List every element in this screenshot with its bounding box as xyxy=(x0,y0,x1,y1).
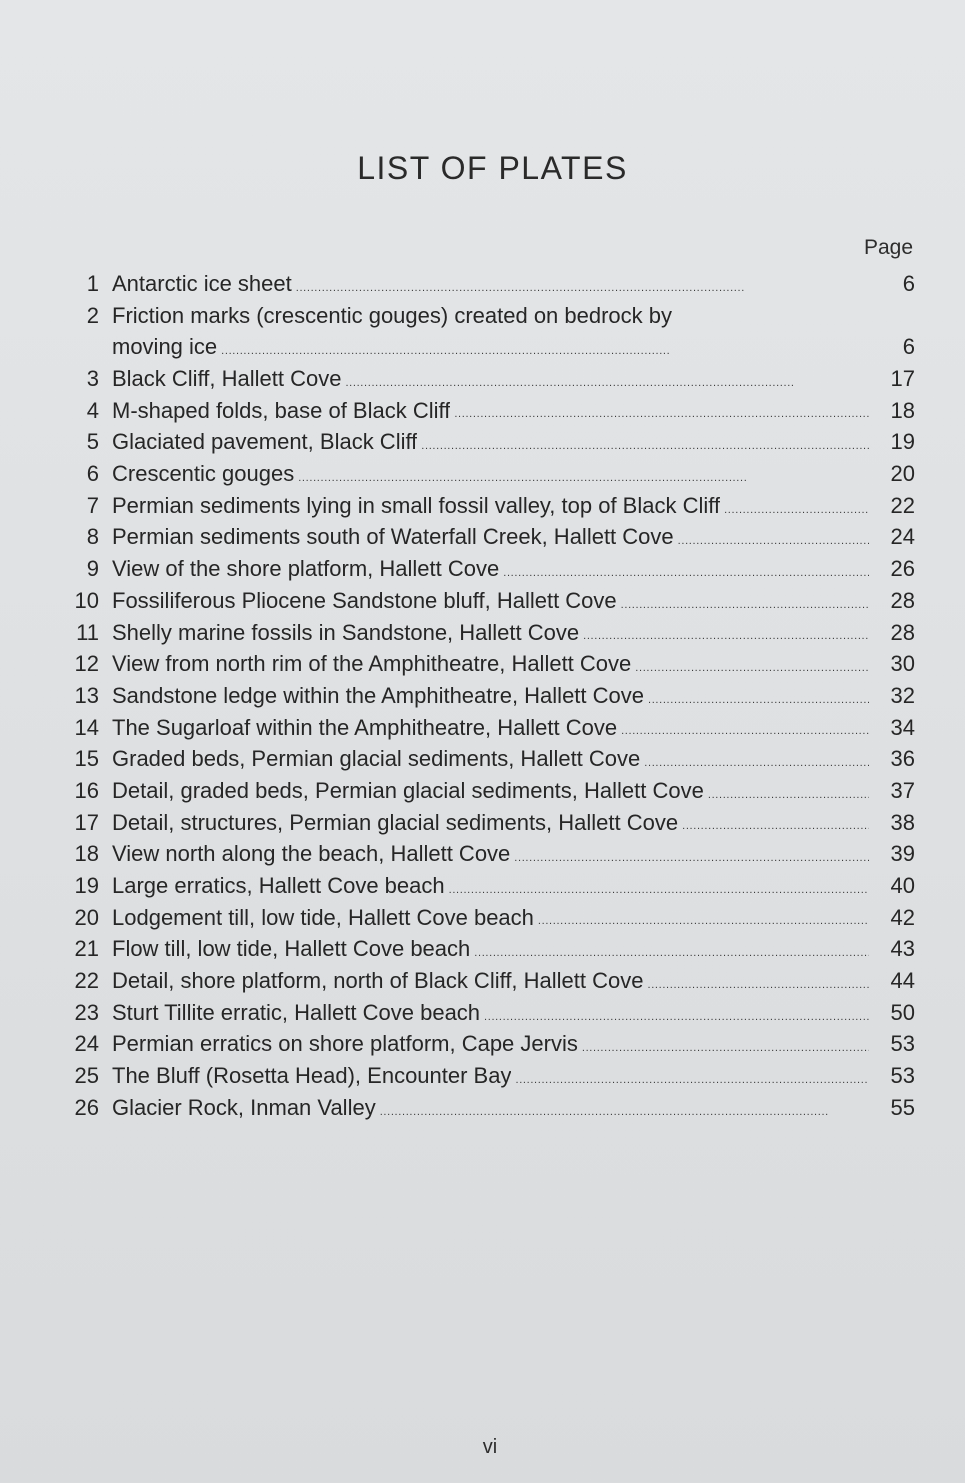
dot-leader xyxy=(724,490,869,522)
plate-number: 22 xyxy=(74,968,99,994)
dot-leader xyxy=(221,331,869,363)
plate-page: 50 xyxy=(890,999,915,1025)
plate-page: 53 xyxy=(890,1031,915,1057)
plate-number: 1 xyxy=(86,270,99,296)
plate-entry xyxy=(55,585,915,617)
plate-number: 7 xyxy=(86,492,99,518)
plate-entry xyxy=(55,965,915,997)
plate-number: 19 xyxy=(74,873,99,899)
plate-page: 28 xyxy=(890,587,915,613)
plate-page: 22 xyxy=(890,492,915,518)
plate-entry xyxy=(55,522,915,554)
plate-title: The Sugarloaf within the Amphitheatre, Hallett Cove xyxy=(112,714,618,740)
plate-number: 14 xyxy=(74,714,99,740)
plate-page: 42 xyxy=(890,904,915,930)
plate-title-continued: moving ice xyxy=(112,334,218,360)
plate-entry xyxy=(55,997,915,1029)
plate-title: Permian erratics on shore platform, Cape Jervis xyxy=(112,1031,578,1057)
plate-number: 21 xyxy=(74,936,99,962)
plate-page: 36 xyxy=(890,746,915,772)
plate-number: 20 xyxy=(74,904,99,930)
dot-leader xyxy=(538,902,869,934)
plate-entry xyxy=(55,933,915,965)
plate-page: 26 xyxy=(890,556,915,582)
plate-entry xyxy=(55,648,915,680)
plate-title: Detail, graded beds, Permian glacial sediments, Hallett Cove xyxy=(112,777,704,803)
dot-leader xyxy=(635,648,869,680)
plate-title: Detail, shore platform, north of Black Cliff, Hallett Cove xyxy=(112,968,644,994)
dot-leader xyxy=(454,395,869,427)
dot-leader xyxy=(682,807,869,839)
plate-page: 18 xyxy=(890,397,915,423)
plate-entry xyxy=(55,458,915,490)
plate-title: Shelly marine fossils in Sandstone, Hallett Cove xyxy=(112,619,580,645)
plate-page: 20 xyxy=(890,461,915,487)
plate-entry xyxy=(55,300,915,363)
dot-leader xyxy=(345,363,869,395)
plate-entry xyxy=(55,426,915,458)
dot-leader xyxy=(474,933,869,965)
plate-number: 17 xyxy=(74,809,99,835)
plate-title: Sturt Tillite erratic, Hallett Cove beach xyxy=(112,999,481,1025)
plates-list xyxy=(55,268,915,1124)
dot-leader xyxy=(421,426,869,458)
plate-entry xyxy=(55,902,915,934)
plate-number: 3 xyxy=(86,366,99,392)
plate-number: 4 xyxy=(86,397,99,423)
plate-title: View north along the beach, Hallett Cove xyxy=(112,841,511,867)
plate-page: 19 xyxy=(890,429,915,455)
plate-title: Fossiliferous Pliocene Sandstone bluff, Hallett Cove xyxy=(112,587,617,613)
plate-page: 44 xyxy=(890,968,915,994)
plate-entry xyxy=(55,680,915,712)
plate-title: Flow till, low tide, Hallett Cove beach xyxy=(112,936,471,962)
plate-title: M-shaped folds, base of Black Cliff xyxy=(112,397,451,423)
dot-leader xyxy=(380,1092,869,1124)
plate-number: 11 xyxy=(76,619,99,645)
plate-entry xyxy=(55,1060,915,1092)
dot-leader xyxy=(514,838,869,870)
plate-page: 30 xyxy=(890,651,915,677)
dot-leader xyxy=(621,585,869,617)
plate-page: 39 xyxy=(890,841,915,867)
plate-title: Friction marks (crescentic gouges) created on bedrock by xyxy=(112,302,673,328)
plate-title: Crescentic gouges xyxy=(112,461,295,487)
plate-entry xyxy=(55,395,915,427)
plate-number: 15 xyxy=(74,746,99,772)
plate-number: 6 xyxy=(86,461,99,487)
plate-title: View from north rim of the Amphitheatre, Hallett Cove xyxy=(112,651,632,677)
plate-page: 17 xyxy=(890,366,915,392)
plate-entry xyxy=(55,553,915,585)
plate-entry xyxy=(55,268,915,300)
plate-number: 5 xyxy=(86,429,99,455)
dot-leader xyxy=(582,1029,869,1061)
plate-title: Antarctic ice sheet xyxy=(112,270,292,296)
page-title: LIST OF PLATES xyxy=(357,150,628,186)
plate-number: 13 xyxy=(74,682,99,708)
plate-title: The Bluff (Rosetta Head), Encounter Bay xyxy=(112,1063,512,1089)
plate-title: Glacier Rock, Inman Valley xyxy=(112,1094,376,1120)
plate-number: 2 xyxy=(86,302,99,328)
dot-leader xyxy=(621,712,869,744)
plate-title: Detail, structures, Permian glacial sediments, Hallett Cove xyxy=(112,809,679,835)
plate-entry xyxy=(55,1092,915,1124)
plate-entry xyxy=(55,490,915,522)
dot-leader xyxy=(484,997,869,1029)
plate-entry xyxy=(55,617,915,649)
plate-page: 43 xyxy=(890,936,915,962)
plate-page: 40 xyxy=(890,873,915,899)
plate-number: 25 xyxy=(74,1063,99,1089)
plate-title: Permian sediments lying in small fossil valley, top of Black Cliff xyxy=(112,492,721,518)
plate-number: 9 xyxy=(86,556,99,582)
plate-number: 24 xyxy=(74,1031,99,1057)
plate-title: Large erratics, Hallett Cove beach xyxy=(112,873,445,899)
dot-leader xyxy=(449,870,869,902)
dot-leader xyxy=(648,680,869,712)
plate-entry xyxy=(55,363,915,395)
plate-title: Black Cliff, Hallett Cove xyxy=(112,366,342,392)
dot-leader xyxy=(298,458,869,490)
page-column-label: Page xyxy=(863,236,913,259)
plate-page: 6 xyxy=(902,334,915,360)
dot-leader xyxy=(583,617,869,649)
plate-number: 12 xyxy=(74,651,99,677)
dot-leader xyxy=(678,522,869,554)
plate-entry xyxy=(55,807,915,839)
plate-number: 26 xyxy=(74,1094,99,1120)
plate-page: 32 xyxy=(890,682,915,708)
plate-entry xyxy=(55,712,915,744)
dot-leader xyxy=(296,268,869,300)
plate-page: 6 xyxy=(902,270,915,296)
plate-entry xyxy=(55,870,915,902)
plate-number: 8 xyxy=(86,524,99,550)
dot-leader xyxy=(515,1060,869,1092)
plate-title: Permian sediments south of Waterfall Creek, Hallett Cove xyxy=(112,524,674,550)
plate-number: 10 xyxy=(74,587,99,613)
plate-page: 28 xyxy=(890,619,915,645)
plate-page: 53 xyxy=(890,1063,915,1089)
dot-leader xyxy=(647,965,869,997)
plate-page: 24 xyxy=(890,524,915,550)
plate-title: Glaciated pavement, Black Cliff xyxy=(112,429,418,455)
plate-page: 38 xyxy=(890,809,915,835)
plate-title: View of the shore platform, Hallett Cove xyxy=(112,556,500,582)
dot-leader xyxy=(644,743,869,775)
plate-number: 18 xyxy=(74,841,99,867)
plate-entry xyxy=(55,743,915,775)
plate-page: 34 xyxy=(890,714,915,740)
dot-leader xyxy=(503,553,869,585)
plate-entry xyxy=(55,775,915,807)
plate-page: 37 xyxy=(890,777,915,803)
plate-page: 55 xyxy=(890,1094,915,1120)
plate-title: Sandstone ledge within the Amphitheatre, Hallett Cove xyxy=(112,682,644,708)
page-number: vi xyxy=(482,1436,498,1458)
dot-leader xyxy=(708,775,869,807)
plate-entry xyxy=(55,838,915,870)
plate-title: Graded beds, Permian glacial sediments, Hallett Cove xyxy=(112,746,641,772)
plate-title: Lodgement till, low tide, Hallett Cove beach xyxy=(112,904,534,930)
plate-number: 23 xyxy=(74,999,99,1025)
plate-number: 16 xyxy=(74,777,99,803)
plate-entry xyxy=(55,1029,915,1061)
